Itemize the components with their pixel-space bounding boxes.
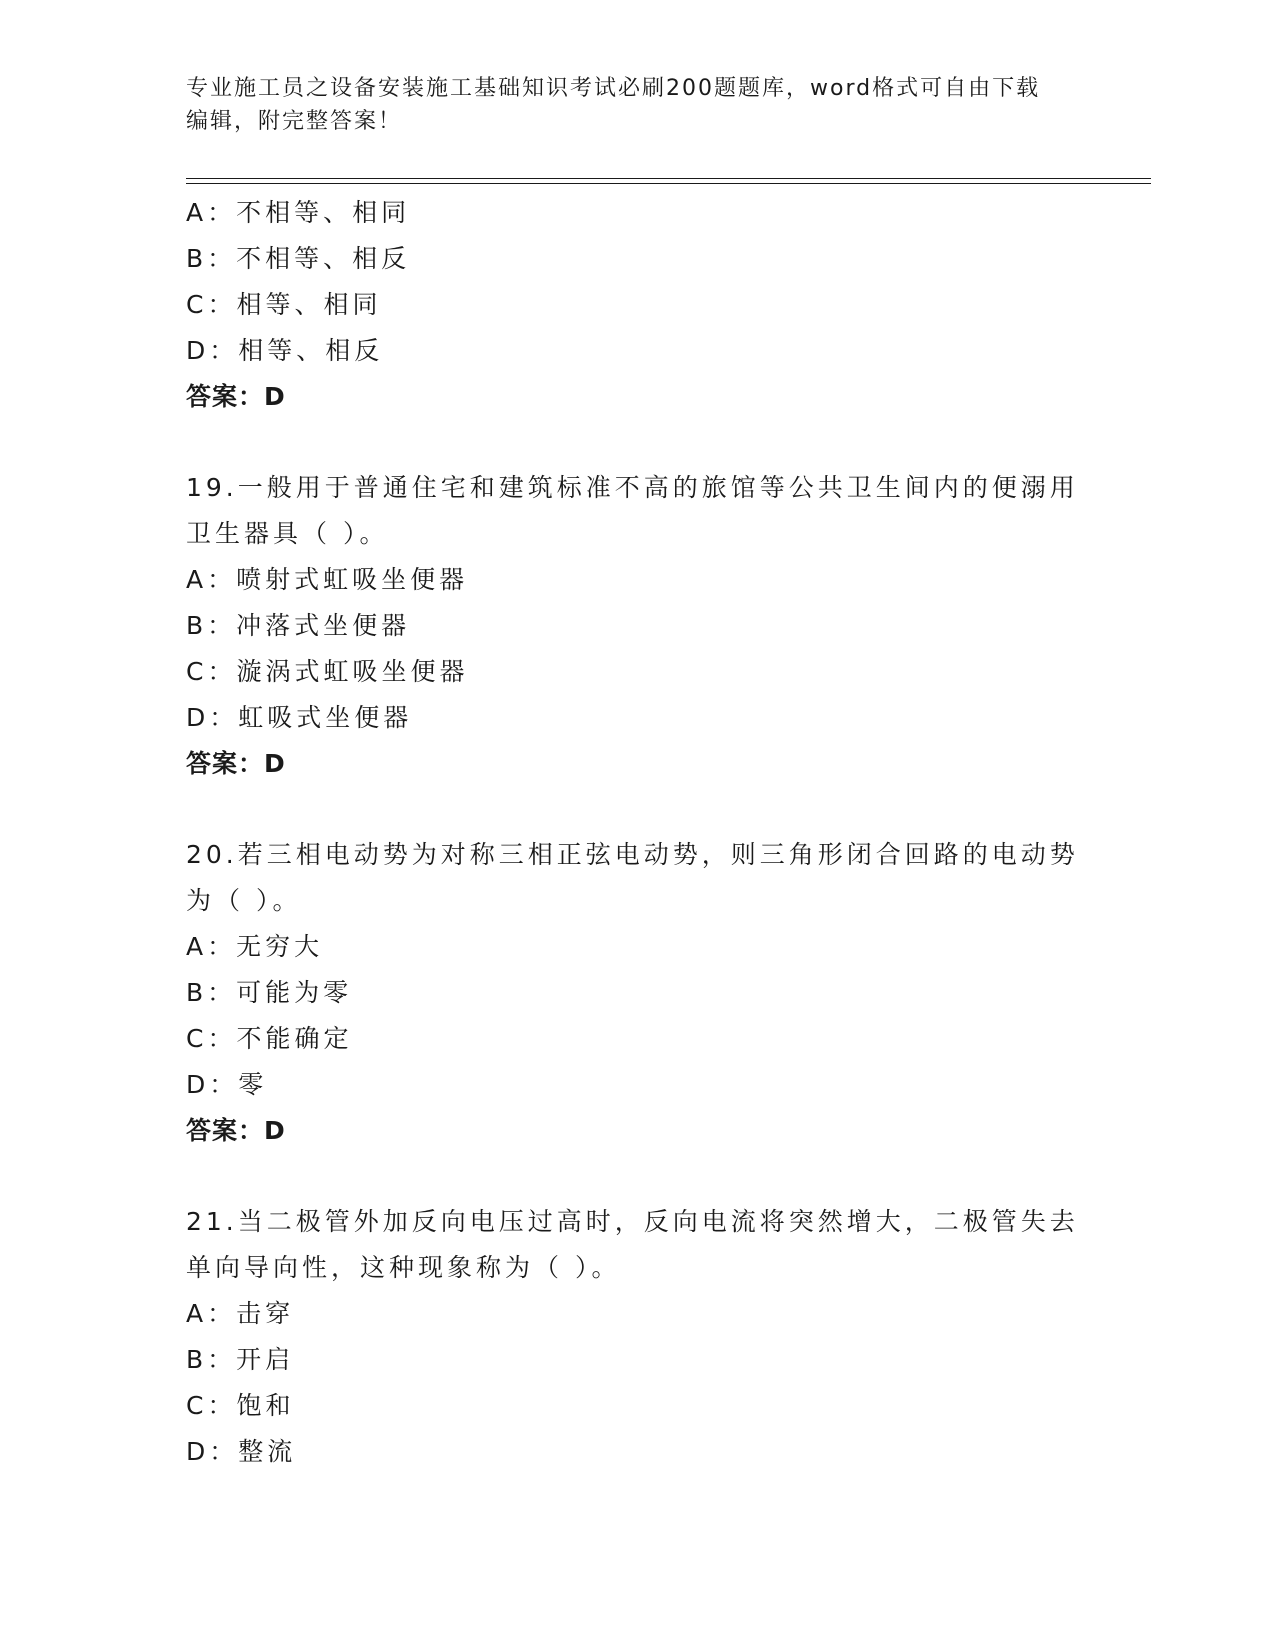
option-b: B：冲落式坐便器 <box>186 611 411 640</box>
question-stem-line-2: 单向导向性，这种现象称为（ ）。 <box>186 1253 621 1282</box>
question-spacer <box>186 1154 1086 1199</box>
option-c: C：不能确定 <box>186 1024 353 1053</box>
question-20 <box>186 832 1086 1154</box>
question-18 <box>186 190 1086 420</box>
header-divider-bottom <box>186 183 1151 184</box>
option-a: A：无穷大 <box>186 932 324 961</box>
option-d: D：相等、相反 <box>186 336 384 365</box>
question-stem-line-1: 21.当二极管外加反向电压过高时，反向电流将突然增大，二极管失去 <box>186 1207 1079 1236</box>
header-title-line-1: 专业施工员之设备安装施工基础知识考试必刷200题题库，word格式可自由下载 <box>186 76 1041 101</box>
header-divider-top <box>186 178 1151 179</box>
option-a: A：喷射式虹吸坐便器 <box>186 565 469 594</box>
question-list <box>186 190 1086 1475</box>
question-stem-line-1: 19.一般用于普通住宅和建筑标准不高的旅馆等公共卫生间内的便溺用 <box>186 473 1079 502</box>
answer-label: 答案：D <box>186 382 286 411</box>
option-d: D：整流 <box>186 1437 297 1466</box>
option-b: B：开启 <box>186 1345 295 1374</box>
option-b: B：可能为零 <box>186 978 353 1007</box>
question-stem-line-2: 为（ ）。 <box>186 886 302 915</box>
question-spacer <box>186 787 1086 832</box>
header-title-line-2: 编辑，附完整答案！ <box>186 109 403 134</box>
option-c: C：饱和 <box>186 1391 295 1420</box>
question-stem-line-2: 卫生器具（ ）。 <box>186 519 389 548</box>
question-21 <box>186 1199 1086 1475</box>
option-a: A：击穿 <box>186 1299 295 1328</box>
question-spacer <box>186 420 1086 465</box>
option-d: D：零 <box>186 1070 268 1099</box>
document-header <box>186 72 1086 138</box>
option-d: D：虹吸式坐便器 <box>186 703 413 732</box>
question-stem-line-1: 20.若三相电动势为对称三相正弦电动势，则三角形闭合回路的电动势 <box>186 840 1079 869</box>
question-19 <box>186 465 1086 787</box>
option-b: B：不相等、相反 <box>186 244 411 273</box>
answer-label: 答案：D <box>186 749 286 778</box>
answer-label: 答案：D <box>186 1116 286 1145</box>
option-c: C：相等、相同 <box>186 290 382 319</box>
option-a: A：不相等、相同 <box>186 198 411 227</box>
option-c: C：漩涡式虹吸坐便器 <box>186 657 469 686</box>
